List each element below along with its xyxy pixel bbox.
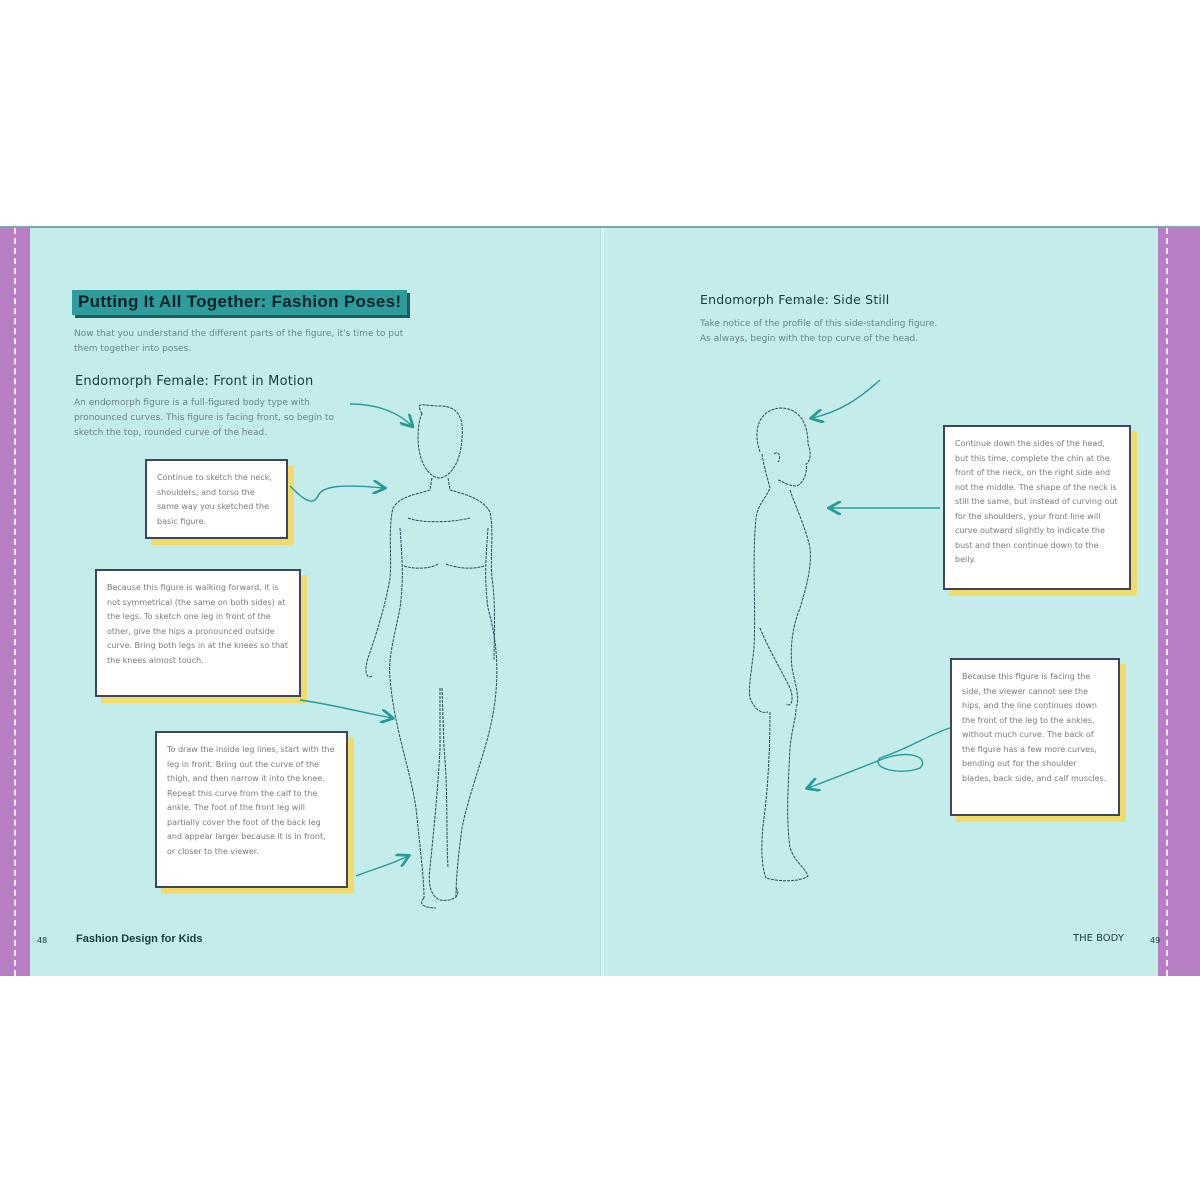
- arrow-to-side-head: [812, 380, 880, 418]
- note-inside-leg-lines: To draw the inside leg lines, start with the leg in front. Bring out the curve of the thigh, and then narrow it into the knee. Repeat this curve from the calf to the ankle. The foot of the front leg will partially cover the foot of the back leg and appear larger because it is in front, or closer to the viewer.: [155, 731, 348, 888]
- right-subheading: Endomorph Female: Side Still: [700, 292, 890, 307]
- page-title: Putting It All Together: Fashion Poses!: [78, 292, 402, 311]
- illustrations: [0, 228, 1200, 976]
- right-page-number: 49: [1150, 936, 1161, 945]
- arrow-to-hips: [300, 700, 392, 718]
- arrow-to-feet: [356, 856, 408, 876]
- note-walking-forward: Because this figure is walking forward, it is not symmetrical (the same on both sides) at the legs. To sketch one leg in front of the other, give the hips a pronounced outside curve. Bring both legs in at the knees so that the knees almost touch.: [95, 569, 301, 697]
- arrow-to-head: [350, 404, 412, 426]
- section-title-footer: THE BODY: [1073, 933, 1124, 944]
- arrow-to-side-legs: [808, 728, 950, 788]
- book-title-footer: Fashion Design for Kids: [76, 933, 203, 945]
- front-figure-drawing: [366, 405, 497, 908]
- left-intro-text: Now that you understand the different parts of the figure, it's time to put them together into poses.: [74, 329, 404, 354]
- arrow-to-shoulders: [290, 486, 384, 501]
- left-subheading: Endomorph Female: Front in Motion: [75, 374, 314, 389]
- side-figure-drawing: [749, 408, 810, 881]
- note-side-head-neck: Continue down the sides of the head, but this time, complete the chin at the front of the neck, on the right side and not the middle. The shape of the neck is still the same, but instead of curving out for the shoulders, your front line will curve outward slightly to indicate the bust and then continue down to the belly.: [943, 425, 1131, 590]
- note-neck-shoulders: Continue to sketch the neck, shoulders, and torso the same way you sketched the basic figure.: [145, 459, 288, 539]
- note-side-legs-back: Because this figure is facing the side, the viewer cannot see the hips, and the line continues down the front of the leg to the ankles, without much curve. The back of the figure has a few more curves, bending out for the shoulder blades, back side, and calf muscles.: [950, 658, 1120, 816]
- book-spread: [0, 226, 1200, 976]
- left-page-number: 48: [37, 936, 48, 945]
- right-intro-text: Take notice of the profile of this side-standing figure. As always, begin with the top curve of the head.: [700, 319, 938, 344]
- instruction-arrows: [290, 380, 950, 876]
- left-description: An endomorph figure is a full-figured body type with pronounced curves. This figure is facing front, so begin to sketch the top, rounded curve of the head.: [74, 398, 334, 438]
